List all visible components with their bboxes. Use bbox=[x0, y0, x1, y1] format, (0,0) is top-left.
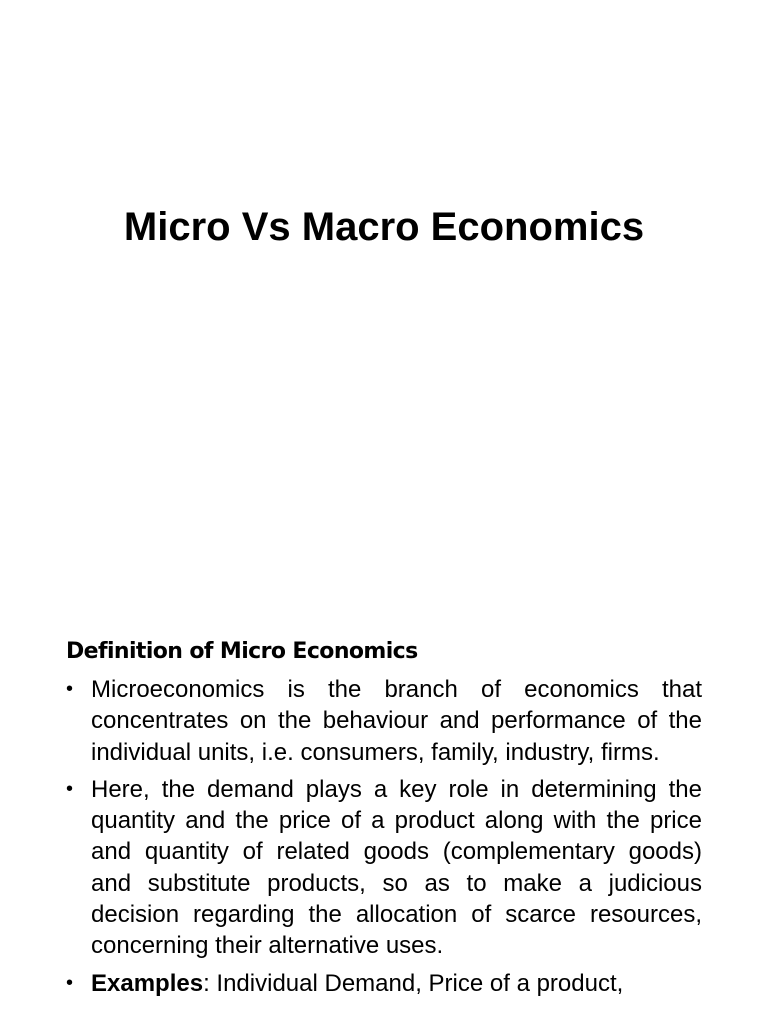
slide-title: Micro Vs Macro Economics bbox=[123, 205, 645, 249]
bullet-item-examples bbox=[66, 968, 702, 999]
examples-text: : Individual Demand, Price of a product, bbox=[203, 969, 624, 997]
bullet-dot-icon: • bbox=[66, 678, 74, 700]
bullet-item-demand bbox=[66, 774, 702, 962]
bullet-text: Microeconomics is the branch of economics that concentrates on the behaviour and performance of the individual units, i.e. consumers, family, industry, firms. bbox=[91, 676, 702, 766]
bullet-list bbox=[66, 674, 702, 1005]
examples-label: Examples bbox=[91, 969, 204, 997]
bullet-dot-icon: • bbox=[66, 971, 74, 994]
bullet-dot-icon: • bbox=[66, 777, 74, 800]
section-heading: Definition of Micro Economics bbox=[66, 639, 418, 664]
bullet-text: Here, the demand plays a key role in determining the quantity and the price of a product along with the price and quantity of related goods (complementary goods) and substitute products, so as to make a judicious decision regarding the allocation of scarce resources, concerning their alternative uses. bbox=[91, 775, 702, 960]
bullet-item-definition bbox=[66, 674, 702, 768]
